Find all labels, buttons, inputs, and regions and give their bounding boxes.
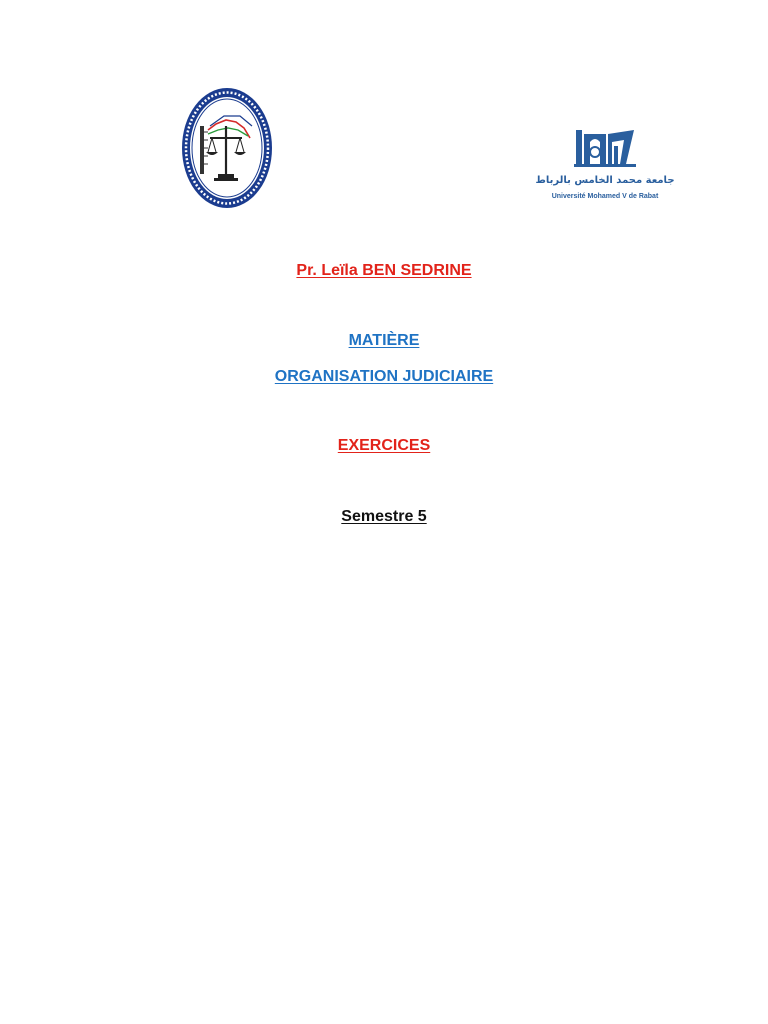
subject-label: MATIÈRE <box>348 332 420 349</box>
section-title: EXERCICES <box>337 437 431 454</box>
author-name: Pr. Leïla BEN SEDRINE <box>296 262 472 279</box>
subject-title: ORGANISATION JUDICIAIRE <box>274 368 494 385</box>
university-caption: Université Mohamed V de Rabat <box>551 193 659 200</box>
faculty-seal-logo <box>180 86 274 210</box>
university-arabic-caption: جامعة محمد الخامس بالرباط <box>535 175 675 186</box>
university-logo <box>535 128 675 208</box>
semester-label: Semestre 5 <box>341 508 427 525</box>
